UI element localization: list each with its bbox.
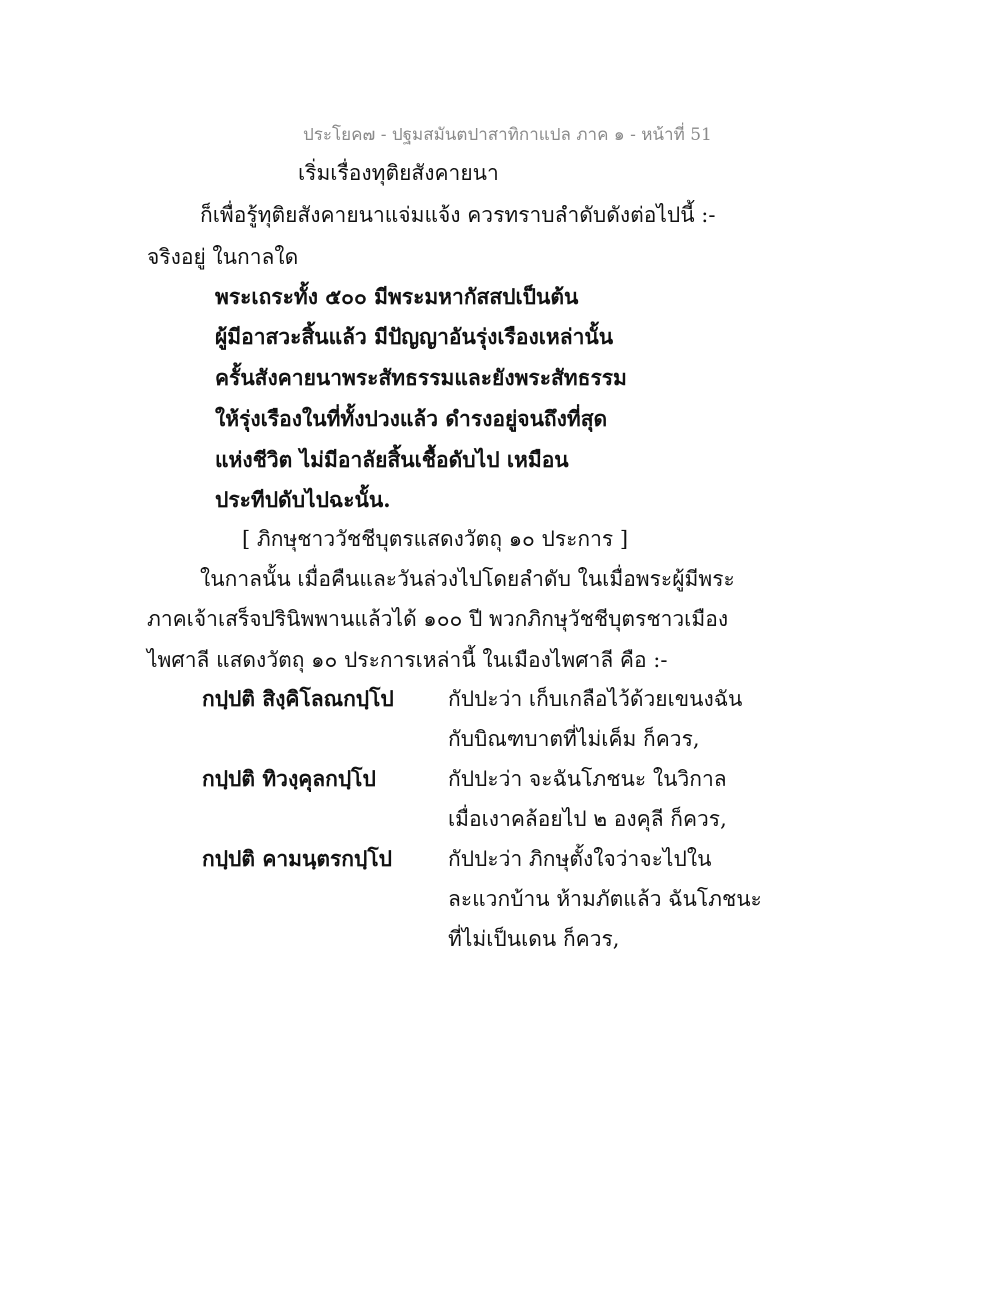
section-title: เริ่มเรื่องทุติยสังคายนา bbox=[298, 161, 499, 185]
item-definition-line: กัปปะว่า เก็บเกลือไว้ด้วยเขนงฉัน bbox=[448, 687, 743, 711]
verse-line: ผู้มีอาสวะสิ้นแล้ว มีปัญญาอันรุ่งเรืองเหล่านั้น bbox=[215, 324, 614, 349]
item-definition-line: กัปปะว่า ภิกษุตั้งใจว่าจะไปใน bbox=[448, 847, 712, 871]
page-header: ประโยค๗ - ปฐมสมันตปาสาทิกาแปล ภาค ๑ - หน้าที่ 51 bbox=[303, 125, 712, 145]
verse-line: แห่งชีวิต ไม่มีอาลัยสิ้นเชื้อดับไป เหมือน bbox=[215, 447, 569, 472]
paragraph-line: ไพศาลี แสดงวัตถุ ๑๐ ประการเหล่านี้ ในเมืองไพศาลี คือ :- bbox=[147, 648, 668, 672]
item-definition-line: เมื่อเงาคล้อยไป ๒ องคุลี ก็ควร, bbox=[448, 807, 727, 831]
item-term: กปฺปติ คามนฺตรกปฺโป bbox=[202, 846, 392, 871]
paragraph-line: ภาคเจ้าเสร็จปรินิพพานแล้วได้ ๑๐๐ ปี พวกภิกษุวัชชีบุตรชาวเมือง bbox=[147, 607, 729, 631]
item-definition-line: ที่ไม่เป็นเดน ก็ควร, bbox=[448, 927, 620, 951]
verse-line: ครั้นสังคายนาพระสัทธรรมและยังพระสัทธรรม bbox=[215, 365, 627, 390]
intro-line: จริงอยู่ ในกาลใด bbox=[147, 245, 299, 269]
verse-line: ประทีปดับไปฉะนั้น. bbox=[215, 487, 391, 512]
intro-line: ก็เพื่อรู้ทุติยสังคายนาแจ่มแจ้ง ควรทราบลำดับดังต่อไปนี้ :- bbox=[200, 203, 716, 227]
item-definition-line: กัปปะว่า จะฉันโภชนะ ในวิกาล bbox=[448, 767, 727, 791]
item-definition-line: ละแวกบ้าน ห้ามภัตแล้ว ฉันโภชนะ bbox=[448, 887, 762, 911]
item-term: กปฺปติ ทิวงฺคุลกปฺโป bbox=[202, 766, 376, 791]
verse-line: พระเถระทั้ง ๕๐๐ มีพระมหากัสสปเป็นต้น bbox=[215, 284, 579, 309]
subheading: [ ภิกษุชาววัชชีบุตรแสดงวัตถุ ๑๐ ประการ ] bbox=[242, 527, 629, 551]
verse-line: ให้รุ่งเรืองในที่ทั้งปวงแล้ว ดำรงอยู่จนถึงที่สุด bbox=[215, 406, 608, 431]
item-term: กปฺปติ สิงฺคิโลณกปฺโป bbox=[202, 686, 394, 711]
item-definition-line: กับบิณฑบาตที่ไม่เค็ม ก็ควร, bbox=[448, 727, 700, 751]
paragraph-line: ในกาลนั้น เมื่อคืนและวันล่วงไปโดยลำดับ ในเมื่อพระผู้มีพระ bbox=[200, 567, 735, 591]
